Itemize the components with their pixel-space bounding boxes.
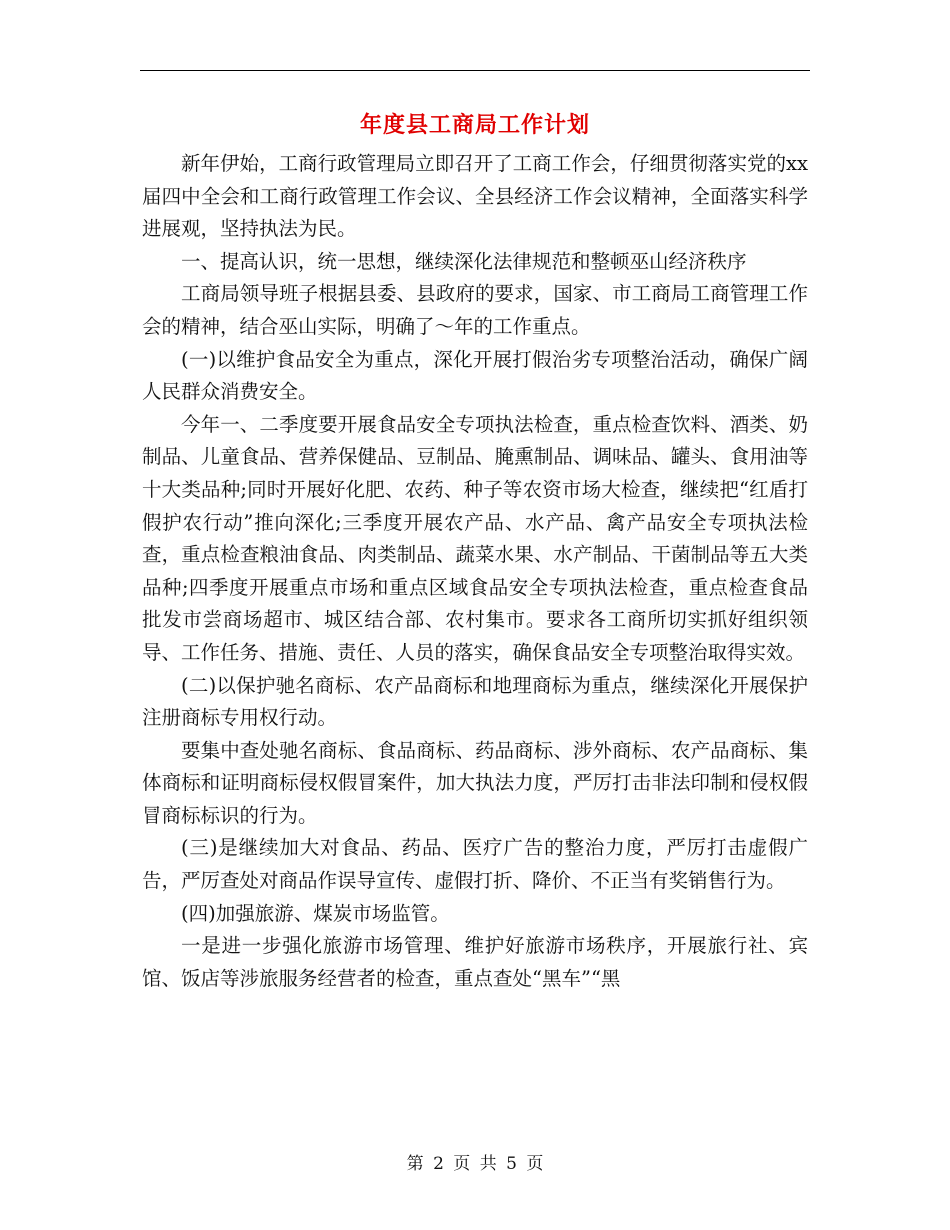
paragraph-work-focus: 工商局领导班子根据县委、县政府的要求，国家、市工商局工商管理工作会的精神，结合巫山实际，明确了～年的工作重点。 [142,282,808,338]
paragraph-tourism: 一是进一步强化旅游市场管理、维护好旅游市场秩序，开展旅行社、宾馆、饭店等涉旅服务经营者的检查，重点查处“黑车”“黑 [142,934,808,990]
paragraph-food-inspection: 今年一、二季度要开展食品安全专项执法检查，重点检查饮料、酒类、奶制品、儿童食品、营养保健品、豆制品、腌熏制品、调味品、罐头、食用油等十大类品种;同时开展好化肥、农药、种子等农资市场大检查，继续把“红盾打假护农行动”推向深化;三季度开展农产品、水产品、禽产品安全专项执法检查，重点检查粮油食品、肉类制品、蔬菜水果、水产制品、干菌制品等五大类品种;四季度开展重点市场和重点区域食品安全专项执法检查，重点检查食品批发市尝商场超市、城区结合部、农村集市。要求各工商所切实抓好组织领导、工作任务、措施、责任、人员的落实，确保食品安全专项整治取得实效。 [142,412,808,664]
subheading-tourism-coal: (四)加强旅游、煤炭市场监管。 [181,901,450,925]
page-number: 第 2 页 共 5 页 [406,1154,544,1174]
subheading-advertising: (三)是继续加大对食品、药品、医疗广告的整治力度，严厉打击虚假广告，严厉查处对商品作误导宣传、虚假打折、降价、不正当有奖销售行为。 [142,836,808,893]
section-heading-1: 一、提高认识，统一思想，继续深化法律规范和整顿巫山经济秩序 [181,249,747,273]
paragraph-trademark: 要集中查处驰名商标、食品商标、药品商标、涉外商标、农产品商标、集体商标和证明商标侵权假冒案件，加大执法力度，严厉打击非法印制和侵权假冒商标标识的行为。 [142,738,808,827]
document-title: 年度县工商局工作计划 [359,112,590,138]
header-rule [140,70,810,71]
paragraph-intro: 新年伊始，工商行政管理局立即召开了工商工作会，仔细贯彻落实党的xx届四中全会和工商行政管理工作会议、全县经济工作会议精神，全面落实科学进展观，坚持执法为民。 [142,152,808,241]
subheading-food-safety: (一)以维护食品安全为重点，深化开展打假治劣专项整治活动，确保广阔人民群众消费安全。 [142,347,808,404]
subheading-trademark: (二)以保护驰名商标、农产品商标和地理商标为重点，继续深化开展保护注册商标专用权行动。 [142,673,808,730]
document-body [142,148,808,995]
